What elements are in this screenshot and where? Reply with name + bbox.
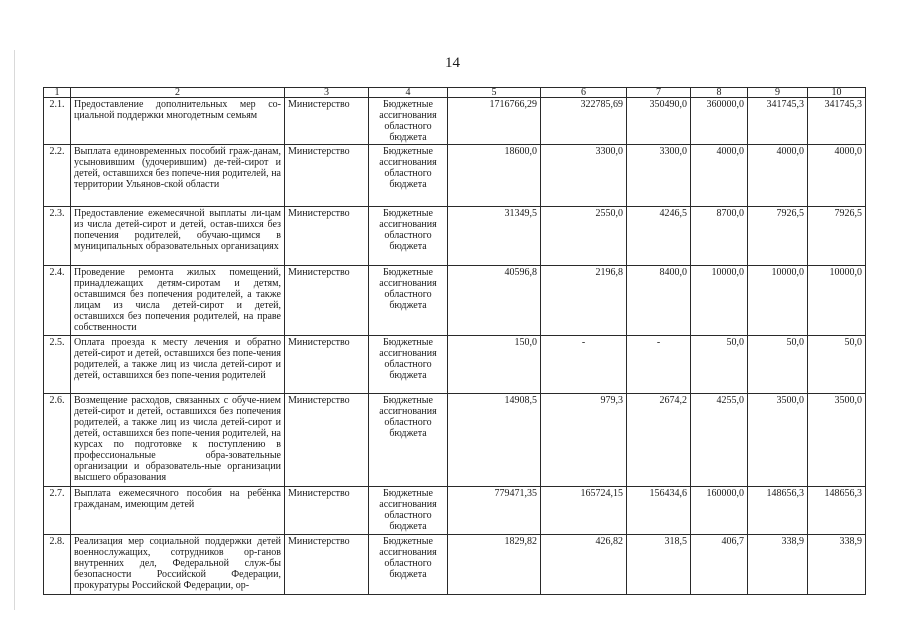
row-value-6: - bbox=[541, 336, 627, 394]
row-value-10: 4000,0 bbox=[808, 145, 866, 207]
row-funding-source: Бюджетные ассигнования областного бюджета bbox=[369, 535, 448, 595]
row-value-7: 2674,2 bbox=[627, 394, 691, 487]
row-value-5: 779471,35 bbox=[448, 487, 541, 535]
row-funding-source: Бюджетные ассигнования областного бюджета bbox=[369, 98, 448, 145]
row-funding-source: Бюджетные ассигнования областного бюджета bbox=[369, 266, 448, 336]
row-number: 2.7. bbox=[44, 487, 71, 535]
row-value-9: 148656,3 bbox=[748, 487, 808, 535]
row-executor: Министерство bbox=[285, 487, 369, 535]
row-number: 2.5. bbox=[44, 336, 71, 394]
column-header: 6 bbox=[541, 88, 627, 98]
row-value-10: 3500,0 bbox=[808, 394, 866, 487]
row-value-10: 50,0 bbox=[808, 336, 866, 394]
row-value-9: 50,0 bbox=[748, 336, 808, 394]
row-value-10: 341745,3 bbox=[808, 98, 866, 145]
table-row bbox=[44, 535, 866, 595]
row-value-8: 406,7 bbox=[691, 535, 748, 595]
row-number: 2.6. bbox=[44, 394, 71, 487]
row-description: Проведение ремонта жилых помещений, принадлежащих детям-сиротам и детям, оставшимся без попечения родителей, а также лицам из числа детей-сирот и детей, оставшихся без попечения родителей, на праве собственности bbox=[71, 266, 285, 336]
row-value-6: 165724,15 bbox=[541, 487, 627, 535]
column-header: 7 bbox=[627, 88, 691, 98]
row-value-9: 4000,0 bbox=[748, 145, 808, 207]
row-value-8: 360000,0 bbox=[691, 98, 748, 145]
row-value-5: 31349,5 bbox=[448, 207, 541, 266]
column-header: 8 bbox=[691, 88, 748, 98]
scan-edge-line bbox=[14, 50, 15, 610]
page-number: 14 bbox=[445, 55, 460, 71]
row-number: 2.4. bbox=[44, 266, 71, 336]
row-executor: Министерство bbox=[285, 98, 369, 145]
row-value-7: - bbox=[627, 336, 691, 394]
row-value-7: 8400,0 bbox=[627, 266, 691, 336]
row-value-8: 4255,0 bbox=[691, 394, 748, 487]
row-value-9: 3500,0 bbox=[748, 394, 808, 487]
table-row bbox=[44, 207, 866, 266]
row-executor: Министерство bbox=[285, 394, 369, 487]
row-value-6: 322785,69 bbox=[541, 98, 627, 145]
table-row bbox=[44, 336, 866, 394]
row-value-7: 350490,0 bbox=[627, 98, 691, 145]
row-value-8: 50,0 bbox=[691, 336, 748, 394]
row-value-8: 8700,0 bbox=[691, 207, 748, 266]
row-value-8: 4000,0 bbox=[691, 145, 748, 207]
row-value-10: 10000,0 bbox=[808, 266, 866, 336]
row-funding-source: Бюджетные ассигнования областного бюджета bbox=[369, 145, 448, 207]
row-value-7: 3300,0 bbox=[627, 145, 691, 207]
table-row bbox=[44, 487, 866, 535]
column-header: 4 bbox=[369, 88, 448, 98]
row-funding-source: Бюджетные ассигнования областного бюджета bbox=[369, 336, 448, 394]
row-executor: Министерство bbox=[285, 336, 369, 394]
row-value-10: 148656,3 bbox=[808, 487, 866, 535]
column-header: 3 bbox=[285, 88, 369, 98]
row-value-5: 150,0 bbox=[448, 336, 541, 394]
row-funding-source: Бюджетные ассигнования областного бюджета bbox=[369, 207, 448, 266]
row-value-9: 7926,5 bbox=[748, 207, 808, 266]
row-number: 2.2. bbox=[44, 145, 71, 207]
row-description: Выплата единовременных пособий граж-данам, усыновившим (удочерившим) де-тей-сирот и детей, оставшихся без попече-ния родителей, на территории Ульянов-ской области bbox=[71, 145, 285, 207]
row-description: Реализация мер социальной поддержки детей военнослужащих, сотрудников ор-ганов внутренних дел, Федеральной служ-бы безопасности Российской Федерации, прокуратуры Российской Федерации, ор- bbox=[71, 535, 285, 595]
row-number: 2.3. bbox=[44, 207, 71, 266]
row-value-5: 1829,82 bbox=[448, 535, 541, 595]
column-header: 9 bbox=[748, 88, 808, 98]
column-header: 5 bbox=[448, 88, 541, 98]
row-description: Предоставление ежемесячной выплаты ли-цам из числа детей-сирот и детей, остав-шихся без попечения родителей, обучаю-щимся в муниципальных образовательных организациях bbox=[71, 207, 285, 266]
row-value-6: 3300,0 bbox=[541, 145, 627, 207]
row-value-5: 18600,0 bbox=[448, 145, 541, 207]
row-description: Выплата ежемесячного пособия на ребёнка гражданам, имеющим детей bbox=[71, 487, 285, 535]
table-row bbox=[44, 394, 866, 487]
row-value-5: 1716766,29 bbox=[448, 98, 541, 145]
row-value-5: 14908,5 bbox=[448, 394, 541, 487]
row-value-5: 40596,8 bbox=[448, 266, 541, 336]
row-value-7: 4246,5 bbox=[627, 207, 691, 266]
row-value-10: 7926,5 bbox=[808, 207, 866, 266]
row-value-6: 2196,8 bbox=[541, 266, 627, 336]
row-executor: Министерство bbox=[285, 207, 369, 266]
column-header: 1 bbox=[44, 88, 71, 98]
row-value-7: 318,5 bbox=[627, 535, 691, 595]
row-value-9: 10000,0 bbox=[748, 266, 808, 336]
row-number: 2.1. bbox=[44, 98, 71, 145]
column-header: 10 bbox=[808, 88, 866, 98]
row-value-7: 156434,6 bbox=[627, 487, 691, 535]
row-number: 2.8. bbox=[44, 535, 71, 595]
row-value-8: 10000,0 bbox=[691, 266, 748, 336]
row-executor: Министерство bbox=[285, 145, 369, 207]
row-funding-source: Бюджетные ассигнования областного бюджета bbox=[369, 487, 448, 535]
row-value-8: 160000,0 bbox=[691, 487, 748, 535]
row-value-10: 338,9 bbox=[808, 535, 866, 595]
row-description: Возмещение расходов, связанных с обуче-нием детей-сирот и детей, оставшихся без попечения родителей, а также лиц из числа детей-сирот и детей, оставшихся без попе-чения родителей, на курсах по подготовке к поступлению в профессиональные обра-зовательные организации и образователь-ные организации высшего образования bbox=[71, 394, 285, 487]
row-value-9: 338,9 bbox=[748, 535, 808, 595]
row-value-6: 2550,0 bbox=[541, 207, 627, 266]
row-funding-source: Бюджетные ассигнования областного бюджета bbox=[369, 394, 448, 487]
table-row bbox=[44, 145, 866, 207]
row-value-6: 426,82 bbox=[541, 535, 627, 595]
column-header: 2 bbox=[71, 88, 285, 98]
table-row bbox=[44, 266, 866, 336]
row-executor: Министерство bbox=[285, 266, 369, 336]
table-header-row bbox=[44, 88, 866, 98]
row-value-6: 979,3 bbox=[541, 394, 627, 487]
row-executor: Министерство bbox=[285, 535, 369, 595]
row-value-9: 341745,3 bbox=[748, 98, 808, 145]
budget-table bbox=[43, 87, 866, 595]
table-row bbox=[44, 98, 866, 145]
row-description: Предоставление дополнительных мер со-циальной поддержки многодетным семьям bbox=[71, 98, 285, 145]
row-description: Оплата проезда к месту лечения и обратно детей-сирот и детей, оставшихся без попе-чения родителей, а также лиц из числа детей-сирот и детей, оставшихся без попе-чения родителей bbox=[71, 336, 285, 394]
